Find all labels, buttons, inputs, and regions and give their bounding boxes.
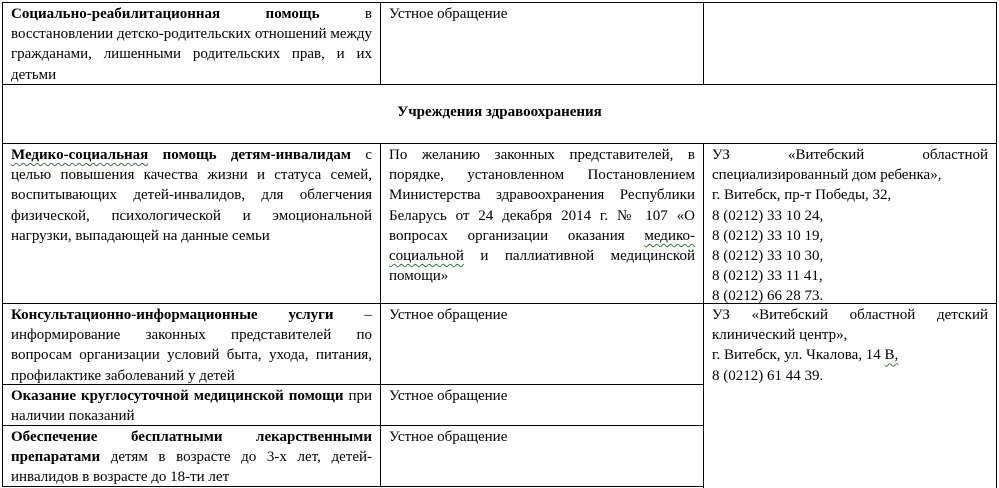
service-description: с целью повышения качества жизни и статуса семей, воспитывающих детей-инвалидов, для облегчения физической, психологической и эмоциональной нагрузки, выпадающей на данные семьи (11, 147, 372, 244)
section-heading: Учреждения здравоохранения (397, 104, 602, 120)
procedure-cell: По желанию законных представителей, в порядке, установленном Постановлением Министерства здравоохранения Республики Беларусь от 24 декабря 2014 г. № 107 «О вопросах организации оказания медико-социальной и паллиативной медицинской помощи» (389, 147, 695, 285)
service-cell (3, 426, 380, 488)
procedure-cell (381, 385, 703, 406)
service-description: в восстановлении детско-родительских отношений между гражданами, лишенными родительских прав, и их детьми (11, 6, 372, 83)
institution-cell (704, 304, 996, 386)
procedure-text: Устное обращение (389, 6, 508, 22)
institution-phone: 8 (0212) 33 10 24, (712, 207, 824, 224)
service-cell (3, 385, 380, 426)
service-title: Медико-социальная помощь детям-инвалидам (11, 147, 352, 163)
service-cell (3, 3, 380, 85)
institution-name: УЗ «Витебский областной специализированный дом ребенка», (712, 147, 988, 184)
institution-name: УЗ «Витебский областной детский клинический центр», (712, 307, 988, 344)
procedure-cell (381, 3, 703, 24)
procedure-text: Устное обращение (389, 307, 508, 323)
institution-phone: 8 (0212) 33 10 19, (712, 227, 824, 244)
institution-cell (704, 144, 996, 307)
service-cell (3, 304, 380, 386)
institution-phone: 8 (0212) 61 44 39. (712, 367, 824, 384)
institution-address: г. Витебск, пр-т Победы, 32, (712, 187, 892, 204)
institution-phone: 8 (0212) 33 10 30, (712, 248, 824, 265)
institution-phone: 8 (0212) 33 11 41, (712, 268, 823, 285)
procedure-text: Устное обращение (389, 388, 508, 404)
service-description: при наличии показаний (11, 388, 372, 425)
column-divider (703, 2, 704, 84)
procedure-cell (381, 304, 703, 325)
institution-phone: 8 (0212) 66 28 73. (712, 288, 824, 305)
service-title: Консультационно-информационные услуги (11, 307, 334, 323)
institution-address: г. Витебск, ул. Чкалова, 14 В, (712, 347, 899, 364)
procedure-text: Устное обращение (389, 429, 508, 445)
table-border-right (996, 2, 997, 488)
service-cell (3, 144, 380, 246)
service-title: Социально-реабилитационная помощь (11, 6, 320, 22)
procedure-cell (381, 426, 703, 447)
service-description: детям в возрасте до 3-х лет, детей-инвалидов в возрасте до 18-ти лет (11, 449, 372, 486)
service-description: – информирование законных представителей по вопросам организации условий быта, ухода, питания, профилактике заболеваний у детей (11, 307, 372, 384)
service-title: Обеспечение бесплатными лекарственными препаратами (11, 429, 372, 466)
service-title: Оказание круглосуточной медицинской помощи (11, 388, 344, 404)
